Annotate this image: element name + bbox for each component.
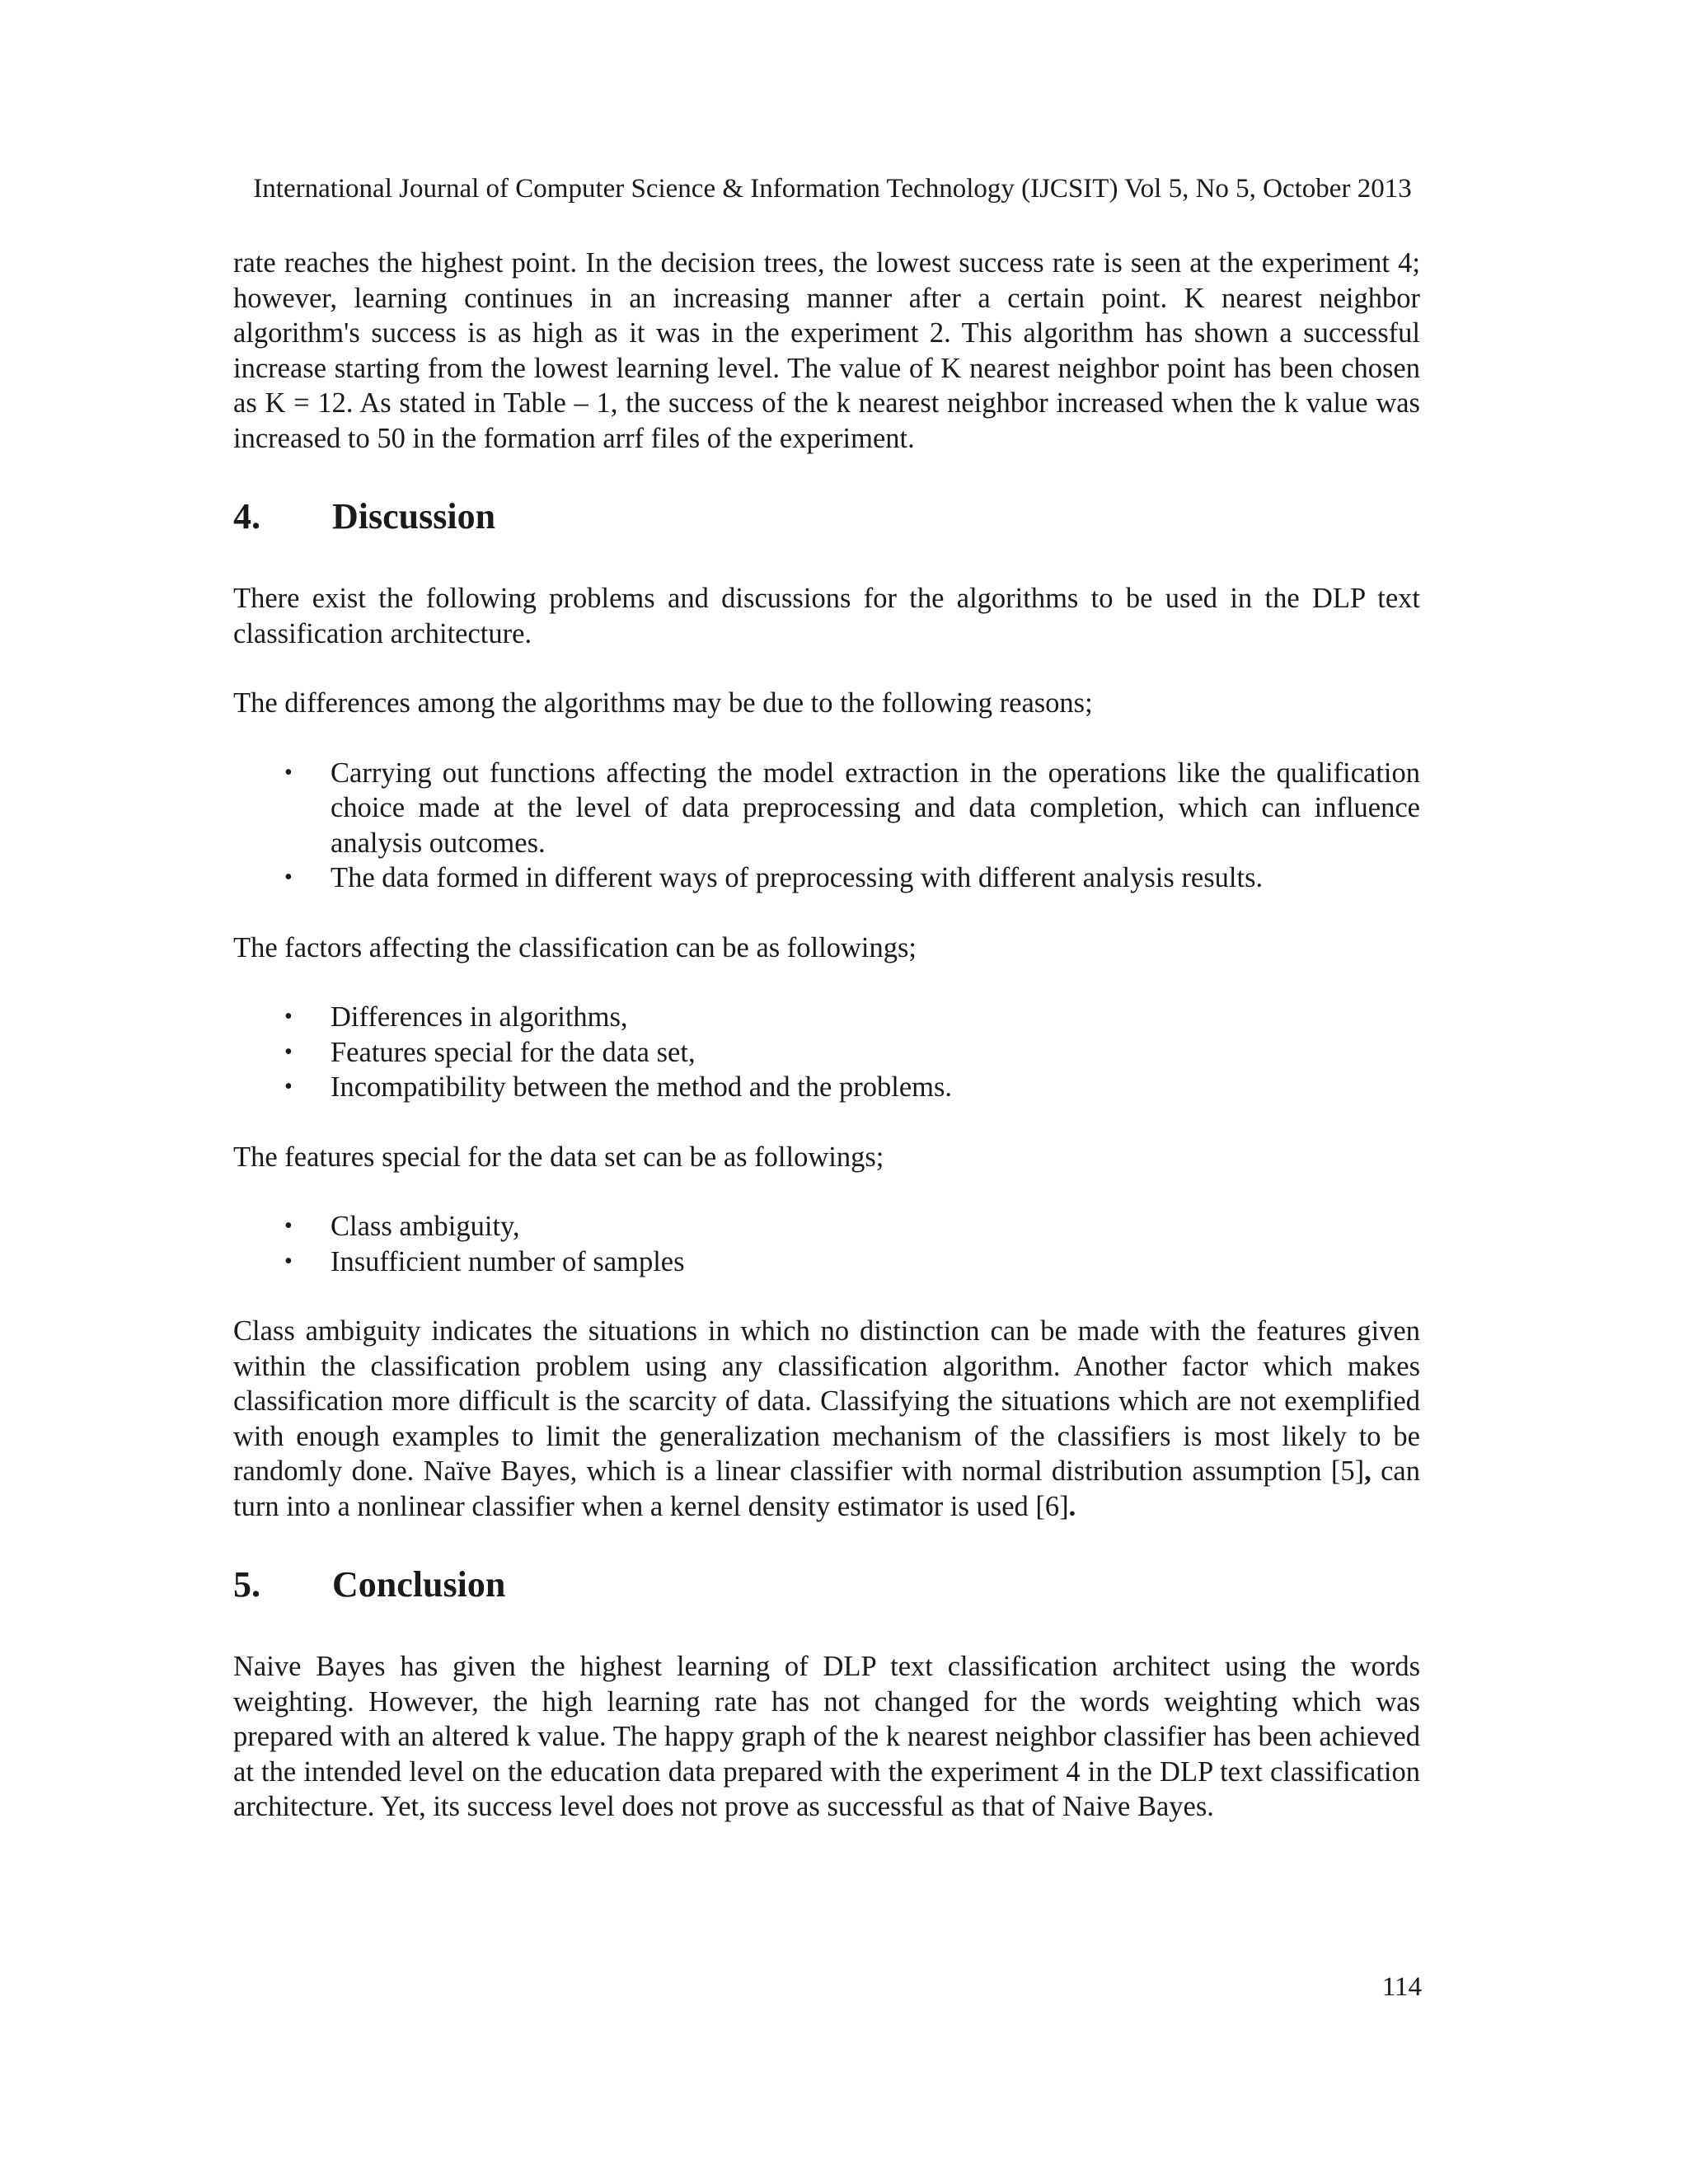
reasons-list — [233, 756, 1420, 896]
intro-paragraph: rate reaches the highest point. In the decision trees, the lowest success rate is seen at the experiment 4; however, learning continues in an increasing manner after a certain point. K nearest neighbor algorithm's success is as high as it was in the experiment 2. This algorithm has shown a successful increase starting from the lowest learning level. The value of K nearest neighbor point has been chosen as K = 12. As stated in Table – 1, the success of the k nearest neighbor increased when the k value was increased to 50 in the formation arrf files of the experiment. — [233, 247, 1420, 454]
bullet-icon: • — [284, 1004, 293, 1029]
list-item-text: Features special for the data set, — [331, 1036, 696, 1068]
list-item-text: Carrying out functions affecting the model extraction in the operations like the qualification choice made at the level of data preprocessing and data completion, which can influence analysis outcomes. — [331, 757, 1420, 859]
list-item — [233, 756, 1420, 861]
factors-list — [233, 1000, 1420, 1105]
paragraph-text-continued: can turn into a nonlinear classifier when a kernel density estimator is used [6] — [233, 1455, 1420, 1522]
bullet-icon: • — [284, 865, 293, 890]
page-content — [233, 246, 1420, 1825]
discussion-paragraph-1: There exist the following problems and discussions for the algorithms to be used in the DLP text classification architecture. — [233, 583, 1420, 649]
list-item — [233, 1035, 1420, 1071]
list-item — [233, 1070, 1420, 1105]
bullet-icon: • — [284, 759, 293, 785]
list-item-text: Differences in algorithms, — [331, 1001, 628, 1033]
section-number: 4. — [233, 496, 260, 537]
bullet-icon: • — [284, 1213, 293, 1239]
list-item-text: Insufficient number of samples — [331, 1245, 685, 1277]
list-item — [233, 1000, 1420, 1035]
section-heading-discussion — [233, 494, 1420, 540]
running-header: International Journal of Computer Science & Information Technology (IJCSIT) Vol 5, No 5, October 2013 — [253, 174, 1412, 204]
bullet-icon: • — [284, 1038, 293, 1065]
bold-period: . — [1068, 1490, 1076, 1522]
list-item — [233, 1244, 1420, 1280]
page-number: 114 — [1381, 1972, 1422, 2002]
conclusion-paragraph: Naive Bayes has given the highest learning of DLP text classification architect using the words weighting. However, the high learning rate has not changed for the words weighting which was prepared with an altered k value. The happy graph of the k nearest neighbor classifier has been achieved at the intended level on the education data prepared with the experiment 4 in the DLP text classification architecture. Yet, its success level does not prove as successful as that of Naive Bayes. — [233, 1651, 1420, 1822]
bullet-icon: • — [284, 1248, 293, 1274]
bold-comma: , — [1364, 1455, 1372, 1487]
discussion-paragraph-4: The features special for the data set can be as followings; — [233, 1141, 884, 1173]
list-item-text: The data formed in different ways of preprocessing with different analysis results. — [331, 862, 1264, 893]
section-number: 5. — [233, 1564, 260, 1605]
discussion-paragraph-2: The differences among the algorithms may be due to the following reasons; — [233, 687, 1093, 719]
features-list — [233, 1209, 1420, 1279]
section-heading-conclusion — [233, 1562, 1420, 1608]
discussion-paragraph-3: The factors affecting the classification can be as followings; — [233, 931, 917, 963]
list-item-text: Incompatibility between the method and the problems. — [331, 1071, 953, 1103]
bullet-icon: • — [284, 1074, 293, 1099]
list-item — [233, 1209, 1420, 1244]
list-item — [233, 860, 1420, 896]
discussion-paragraph-5 — [233, 1314, 1420, 1524]
section-title: Discussion — [332, 496, 496, 537]
paragraph-text: Class ambiguity indicates the situations in which no distinction can be made with the features given within the classification problem using any classification algorithm. Another factor which makes classification more difficult is the scarcity of data. Classifying the situations which are not exemplified with enough examples to limit the generalization mechanism of the classifiers is most likely to be randomly done. Naïve Bayes, which is a linear classifier with normal distribution assumption [5] — [233, 1315, 1420, 1487]
list-item-text: Class ambiguity, — [331, 1211, 520, 1242]
section-title: Conclusion — [332, 1564, 506, 1605]
